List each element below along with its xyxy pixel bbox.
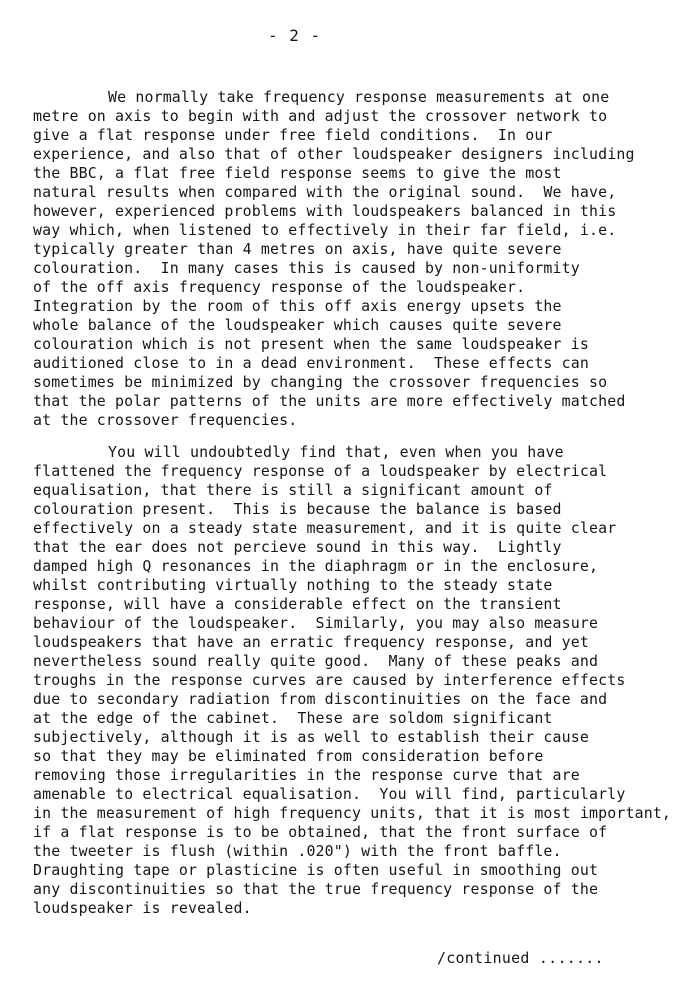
- text-line: amenable to electrical equalisation. You will find, particularly: [33, 785, 626, 803]
- text-line: colouration which is not present when the same loudspeaker is: [33, 335, 590, 353]
- text-line: however, experienced problems with loudspeakers balanced in this: [33, 202, 617, 220]
- text-line: Integration by the room of this off axis energy upsets the: [33, 297, 562, 315]
- text-line: the tweeter is flush (within .020") with the front baffle.: [33, 842, 562, 860]
- text-line: colouration. In many cases this is caused by non-uniformity: [33, 259, 580, 277]
- page-number: - 2 -: [268, 26, 322, 45]
- text-line: of the off axis frequency response of the loudspeaker.: [33, 278, 526, 296]
- text-line: way which, when listened to effectively in their far field, i.e.: [33, 221, 617, 239]
- text-line: We normally take frequency response measurements at one: [108, 88, 610, 106]
- text-line: at the crossover frequencies.: [33, 411, 298, 429]
- text-line: Draughting tape or plasticine is often useful in smoothing out: [33, 861, 599, 879]
- text-line: if a flat response is to be obtained, that the front surface of: [33, 823, 608, 841]
- text-line: any discontinuities so that the true frequency response of the: [33, 880, 599, 898]
- text-line: loudspeaker is revealed.: [33, 899, 252, 917]
- text-line: nevertheless sound really quite good. Many of these peaks and: [33, 652, 599, 670]
- text-line: natural results when compared with the original sound. We have,: [33, 183, 617, 201]
- text-line: due to secondary radiation from discontinuities on the face and: [33, 690, 608, 708]
- continued-note: /continued .......: [437, 949, 604, 967]
- text-line: response, will have a considerable effect on the transient: [33, 595, 562, 613]
- text-line: whilst contributing virtually nothing to the steady state: [33, 576, 553, 594]
- text-line: metre on axis to begin with and adjust the crossover network to: [33, 107, 608, 125]
- text-line: that the ear does not percieve sound in this way. Lightly: [33, 538, 562, 556]
- text-line: loudspeakers that have an erratic frequency response, and yet: [33, 633, 590, 651]
- text-line: at the edge of the cabinet. These are soldom significant: [33, 709, 553, 727]
- text-line: that the polar patterns of the units are more effectively matched: [33, 392, 626, 410]
- text-line: whole balance of the loudspeaker which causes quite severe: [33, 316, 562, 334]
- text-line: You will undoubtedly find that, even when you have: [108, 443, 564, 461]
- text-line: damped high Q resonances in the diaphragm or in the enclosure,: [33, 557, 599, 575]
- text-line: typically greater than 4 metres on axis, have quite severe: [33, 240, 562, 258]
- text-line: sometimes be minimized by changing the crossover frequencies so: [33, 373, 608, 391]
- text-line: flattened the frequency response of a loudspeaker by electrical: [33, 462, 608, 480]
- text-line: subjectively, although it is as well to establish their cause: [33, 728, 590, 746]
- text-line: the BBC, a flat free field response seems to give the most: [33, 164, 562, 182]
- text-line: equalisation, that there is still a significant amount of: [33, 481, 553, 499]
- text-line: troughs in the response curves are caused by interference effects: [33, 671, 626, 689]
- text-line: experience, and also that of other loudspeaker designers including: [33, 145, 635, 163]
- text-line: effectively on a steady state measurement, and it is quite clear: [33, 519, 617, 537]
- text-line: removing those irregularities in the response curve that are: [33, 766, 580, 784]
- text-line: behaviour of the loudspeaker. Similarly, you may also measure: [33, 614, 599, 632]
- text-line: in the measurement of high frequency units, that it is most important,: [33, 804, 672, 822]
- text-line: so that they may be eliminated from consideration before: [33, 747, 544, 765]
- text-line: give a flat response under free field conditions. In our: [33, 126, 553, 144]
- text-line: colouration present. This is because the balance is based: [33, 500, 562, 518]
- text-line: auditioned close to in a dead environment. These effects can: [33, 354, 590, 372]
